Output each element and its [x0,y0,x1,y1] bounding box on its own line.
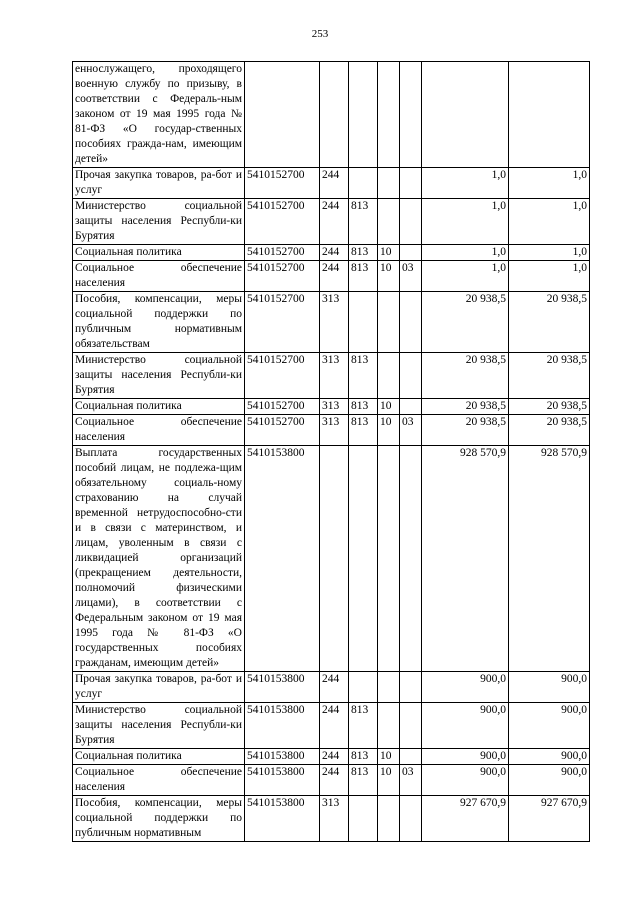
item-name-cell: Министерство социальной защиты населения Республи-ки Бурятия [73,703,245,749]
amount-year-1-cell: 900,0 [422,672,509,703]
ministry-code-cell: 813 [349,261,378,292]
ministry-code-cell: 813 [349,765,378,796]
table-row [73,415,590,446]
target-article-code-cell [245,62,320,168]
section-code-cell: 10 [378,245,400,261]
amount-year-1-cell: 20 938,5 [422,353,509,399]
section-code-cell: 10 [378,765,400,796]
section-code-cell [378,446,400,672]
section-code-cell [378,168,400,199]
expense-type-code-cell: 244 [320,261,349,292]
target-article-code-cell: 5410153800 [245,703,320,749]
amount-year-1-cell: 900,0 [422,703,509,749]
amount-year-2-cell [509,62,590,168]
subsection-code-cell [400,703,422,749]
expense-type-code-cell: 244 [320,672,349,703]
table-row [73,245,590,261]
ministry-code-cell [349,168,378,199]
subsection-code-cell [400,168,422,199]
section-code-cell [378,353,400,399]
item-name-cell: Пособия, компенсации, меры социальной поддержки по публичным нормативным обязательствам [73,292,245,353]
expense-type-code-cell: 313 [320,292,349,353]
amount-year-1-cell: 1,0 [422,245,509,261]
target-article-code-cell: 5410153800 [245,672,320,703]
amount-year-2-cell: 20 938,5 [509,399,590,415]
target-article-code-cell: 5410152700 [245,353,320,399]
section-code-cell: 10 [378,415,400,446]
item-name-cell: Министерство социальной защиты населения Республи-ки Бурятия [73,199,245,245]
ministry-code-cell: 813 [349,399,378,415]
amount-year-2-cell: 1,0 [509,245,590,261]
expense-type-code-cell: 244 [320,168,349,199]
table-row [73,261,590,292]
target-article-code-cell: 5410152700 [245,199,320,245]
item-name-cell: Министерство социальной защиты населения Республи-ки Бурятия [73,353,245,399]
table-row [73,446,590,672]
amount-year-2-cell: 1,0 [509,261,590,292]
target-article-code-cell: 5410152700 [245,261,320,292]
table-row [73,62,590,168]
ministry-code-cell: 813 [349,749,378,765]
amount-year-2-cell: 20 938,5 [509,292,590,353]
amount-year-1-cell: 928 570,9 [422,446,509,672]
item-name-cell: Социальное обеспечение населения [73,261,245,292]
expense-type-code-cell: 244 [320,765,349,796]
amount-year-2-cell: 900,0 [509,672,590,703]
expense-type-code-cell: 313 [320,796,349,842]
subsection-code-cell [400,399,422,415]
amount-year-2-cell: 900,0 [509,765,590,796]
amount-year-2-cell: 20 938,5 [509,415,590,446]
amount-year-1-cell: 1,0 [422,168,509,199]
table-row [73,292,590,353]
table-row [73,765,590,796]
target-article-code-cell: 5410153800 [245,765,320,796]
target-article-code-cell: 5410152700 [245,292,320,353]
amount-year-2-cell: 927 670,9 [509,796,590,842]
table-row [73,168,590,199]
item-name-cell: еннослужащего, проходящего военную службу по призыву, в соответствии с Федераль-ным законом от 19 мая 1995 года № 81-ФЗ «О государ-ственных пособиях гражда-нам, имеющим детей» [73,62,245,168]
amount-year-1-cell: 20 938,5 [422,415,509,446]
table-row [73,796,590,842]
subsection-code-cell [400,199,422,245]
budget-table [72,61,590,842]
ministry-code-cell: 813 [349,415,378,446]
item-name-cell: Социальное обеспечение населения [73,765,245,796]
ministry-code-cell [349,672,378,703]
amount-year-1-cell: 20 938,5 [422,399,509,415]
item-name-cell: Прочая закупка товаров, ра-бот и услуг [73,168,245,199]
expense-type-code-cell: 313 [320,399,349,415]
expense-type-code-cell: 313 [320,353,349,399]
item-name-cell: Прочая закупка товаров, ра-бот и услуг [73,672,245,703]
item-name-cell: Социальное обеспечение населения [73,415,245,446]
section-code-cell [378,292,400,353]
section-code-cell [378,62,400,168]
ministry-code-cell: 813 [349,245,378,261]
ministry-code-cell: 813 [349,703,378,749]
target-article-code-cell: 5410152700 [245,399,320,415]
subsection-code-cell [400,796,422,842]
amount-year-1-cell: 1,0 [422,199,509,245]
subsection-code-cell: 03 [400,765,422,796]
amount-year-1-cell [422,62,509,168]
target-article-code-cell: 5410153800 [245,749,320,765]
subsection-code-cell [400,62,422,168]
amount-year-1-cell: 900,0 [422,765,509,796]
expense-type-code-cell: 244 [320,245,349,261]
target-article-code-cell: 5410153800 [245,796,320,842]
expense-type-code-cell [320,446,349,672]
subsection-code-cell: 03 [400,261,422,292]
amount-year-1-cell: 927 670,9 [422,796,509,842]
expense-type-code-cell: 244 [320,703,349,749]
section-code-cell [378,672,400,703]
section-code-cell [378,199,400,245]
target-article-code-cell: 5410152700 [245,168,320,199]
ministry-code-cell [349,62,378,168]
target-article-code-cell: 5410152700 [245,415,320,446]
amount-year-1-cell: 900,0 [422,749,509,765]
section-code-cell: 10 [378,399,400,415]
section-code-cell [378,703,400,749]
table-row [73,672,590,703]
amount-year-2-cell: 900,0 [509,703,590,749]
table-row [73,353,590,399]
amount-year-2-cell: 900,0 [509,749,590,765]
amount-year-1-cell: 1,0 [422,261,509,292]
section-code-cell: 10 [378,749,400,765]
table-row [73,703,590,749]
subsection-code-cell [400,672,422,703]
section-code-cell [378,796,400,842]
item-name-cell: Пособия, компенсации, меры социальной поддержки по публичным нормативным [73,796,245,842]
ministry-code-cell [349,292,378,353]
table-row [73,399,590,415]
item-name-cell: Социальная политика [73,399,245,415]
page-number: 253 [311,28,329,40]
expense-type-code-cell: 244 [320,749,349,765]
ministry-code-cell: 813 [349,353,378,399]
item-name-cell: Социальная политика [73,749,245,765]
ministry-code-cell: 813 [349,199,378,245]
amount-year-2-cell: 928 570,9 [509,446,590,672]
subsection-code-cell [400,446,422,672]
table-body [73,62,590,842]
table-row [73,199,590,245]
ministry-code-cell [349,796,378,842]
target-article-code-cell: 5410153800 [245,446,320,672]
target-article-code-cell: 5410152700 [245,245,320,261]
table-row [73,749,590,765]
expense-type-code-cell [320,62,349,168]
subsection-code-cell: 03 [400,415,422,446]
subsection-code-cell [400,245,422,261]
amount-year-2-cell: 20 938,5 [509,353,590,399]
amount-year-2-cell: 1,0 [509,199,590,245]
subsection-code-cell [400,292,422,353]
item-name-cell: Социальная политика [73,245,245,261]
subsection-code-cell [400,353,422,399]
amount-year-1-cell: 20 938,5 [422,292,509,353]
section-code-cell: 10 [378,261,400,292]
expense-type-code-cell: 244 [320,199,349,245]
subsection-code-cell [400,749,422,765]
amount-year-2-cell: 1,0 [509,168,590,199]
expense-type-code-cell: 313 [320,415,349,446]
ministry-code-cell [349,446,378,672]
item-name-cell: Выплата государственных пособий лицам, не подлежа-щим обязательному социаль-ному страхованию на случай временной нетрудоспособно-сти и в связи с материнством, и лицам, уволенным в связи с ликвидацией организаций (прекращением деятельности, полномочий физическими лицами), в соответствии с Федеральным законом от 19 мая 1995 года № 81-ФЗ «О государственных пособиях гражданам, имеющим детей» [73,446,245,672]
